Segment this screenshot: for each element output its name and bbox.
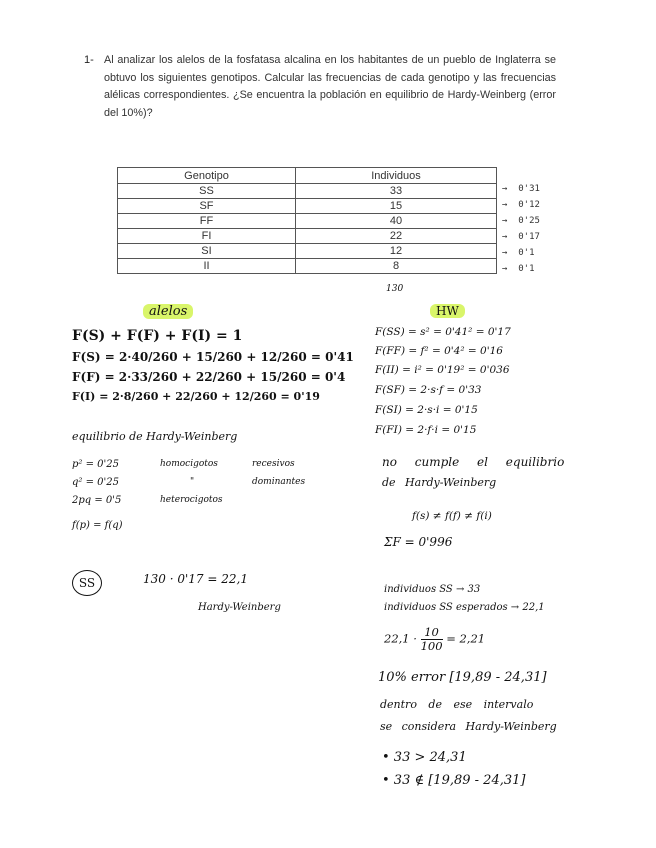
side-value: 0'1 — [518, 248, 535, 258]
eq-q2-expr: q² = 0'25 — [72, 477, 119, 488]
eq-2pq-desc: heterocigotos — [160, 495, 223, 505]
fraction — [421, 626, 443, 653]
bullet-not-in: • 33 ∉ [19,89 - 24,31] — [382, 773, 526, 788]
cell-genotype: SF — [118, 199, 296, 214]
arrow-icon: → — [502, 184, 508, 194]
cell-genotype: II — [118, 259, 296, 274]
cell-count: 22 — [296, 229, 497, 244]
eq-q2-extra: dominantes — [252, 477, 306, 487]
eq-p2-expr: p² = 0'25 — [72, 459, 119, 470]
side-value: 0'25 — [518, 216, 540, 226]
hw-line-sf: F(SF) = 2·s·f = 0'33 — [375, 384, 482, 396]
alelos-line-4: F(I) = 2·8/260 + 22/260 + 12/260 = 0'19 — [72, 390, 320, 403]
error-interval: 10% error [19,89 - 24,31] — [378, 670, 547, 685]
hw-heading: HW — [430, 304, 465, 318]
side-annotations — [502, 184, 562, 284]
ss-expected-calc: 130 · 0'17 = 22,1 — [143, 572, 248, 586]
eq-q2-desc: " — [190, 477, 195, 487]
considera-line: se considera Hardy-Weinberg — [380, 720, 557, 733]
side-value: 0'12 — [518, 200, 540, 210]
side-value: 0'17 — [518, 232, 540, 242]
alelos-heading: alelos — [143, 304, 193, 319]
dentro-line: dentro de ese intervalo — [380, 698, 534, 711]
eq-p2-extra: recesivos — [252, 459, 295, 469]
question-text: Al analizar los alelos de la fosfatasa alcalina en los habitantes de un pueblo de Inglaterra se obtuvo los siguientes genotipos. Calcular las frecuencias de cada genotipo y las frecuencias alélicas correspondientes. ¿Se encuentra la población en equilibrio de Hardy-Weinberg (error del 10%)? — [104, 54, 556, 119]
observed-ss: individuos SS → 33 — [384, 584, 481, 595]
cell-count: 33 — [296, 184, 497, 199]
expected-ss: individuos SS esperados → 22,1 — [384, 602, 545, 613]
frac-result: = 2,21 — [446, 631, 486, 646]
hw-line-fi: F(FI) = 2·f·i = 0'15 — [375, 424, 477, 436]
table-row — [118, 259, 497, 274]
ss-circle-label: SS — [72, 570, 102, 596]
hw-line-ss: F(SS) = s² = 0'41² = 0'17 — [375, 326, 511, 338]
arrow-icon: → — [502, 264, 508, 274]
equilibrio-title: equilibrio de Hardy-Weinberg — [72, 430, 238, 443]
eq-2pq-expr: 2pq = 0'5 — [72, 495, 122, 506]
header-individuos: Individuos — [296, 168, 497, 184]
cell-count: 15 — [296, 199, 497, 214]
arrow-icon: → — [502, 216, 508, 226]
error-fraction-calc — [384, 626, 485, 653]
question-number: 1- — [84, 54, 94, 66]
cell-count: 40 — [296, 214, 497, 229]
cell-genotype: FF — [118, 214, 296, 229]
table-row — [118, 184, 497, 199]
table-header-row — [118, 168, 497, 184]
no-cumple-line-1: no cumple el equilibrio — [382, 455, 565, 469]
cell-count: 12 — [296, 244, 497, 259]
frac-denominator: 100 — [420, 639, 443, 653]
alelos-line-1: F(S) + F(F) + F(I) = 1 — [72, 328, 243, 344]
hw-line-ii: F(II) = i² = 0'19² = 0'036 — [375, 364, 510, 376]
no-cumple-line-2: de Hardy-Weinberg — [382, 476, 497, 489]
side-value: 0'31 — [518, 184, 540, 194]
table-row — [118, 229, 497, 244]
no-cumple-formula: f(s) ≠ f(f) ≠ f(i) — [412, 510, 492, 522]
cell-genotype: FI — [118, 229, 296, 244]
hw-line-ff: F(FF) = f² = 0'4² = 0'16 — [375, 345, 503, 357]
bullet-greater: • 33 > 24,31 — [382, 750, 467, 765]
table-total: 130 — [386, 284, 404, 294]
alelos-line-2: F(S) = 2·40/260 + 15/260 + 12/260 = 0'41 — [72, 350, 354, 364]
sum-frequencies: ΣF = 0'996 — [384, 535, 453, 549]
frac-left: 22,1 · — [384, 631, 417, 646]
side-value: 0'1 — [518, 264, 535, 274]
ss-hw-note: Hardy-Weinberg — [198, 602, 281, 613]
table-row — [118, 199, 497, 214]
eq-p2-desc: homocigotos — [160, 459, 218, 469]
cell-genotype: SI — [118, 244, 296, 259]
header-genotipo: Genotipo — [118, 168, 296, 184]
arrow-icon: → — [502, 200, 508, 210]
arrow-icon: → — [502, 232, 508, 242]
eq-last: f(p) = f(q) — [72, 520, 123, 531]
table-row — [118, 244, 497, 259]
hw-line-si: F(SI) = 2·s·i = 0'15 — [375, 404, 478, 416]
frac-numerator: 10 — [421, 626, 443, 640]
table-row — [118, 214, 497, 229]
arrow-icon: → — [502, 248, 508, 258]
cell-genotype: SS — [118, 184, 296, 199]
alelos-line-3: F(F) = 2·33/260 + 22/260 + 15/260 = 0'4 — [72, 370, 346, 384]
genotype-table — [117, 167, 497, 274]
cell-count: 8 — [296, 259, 497, 274]
